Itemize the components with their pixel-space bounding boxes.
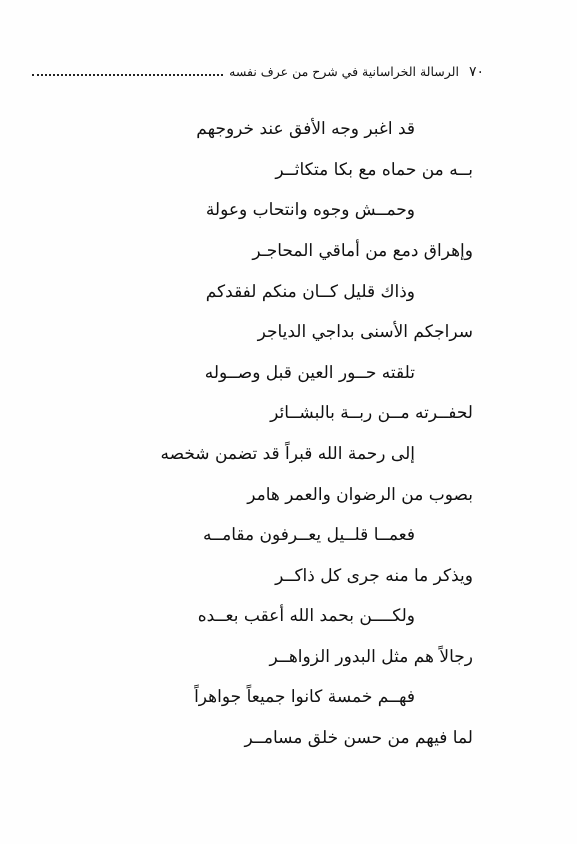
verse-line: وإهراق دمع من أماقي المحاجـر [252, 241, 473, 261]
running-header [32, 62, 484, 82]
verse-line: بــه من حماه مع بكا متكاثــر [275, 160, 473, 180]
verse-line: إلى رحمة الله قبراً قد تضمن شخصه [160, 444, 415, 464]
verse-line: سراجكم الأسنى بداجي الدياجر [257, 322, 473, 342]
page-number: ٧٠ [468, 64, 484, 80]
verse-line: لما فيهم من حسن خلق مسامــر [244, 728, 473, 748]
verse-line: قد اغبر وجه الأفق عند خروجهم [196, 119, 415, 139]
verse-line: فهــم خمسة كانوا جميعاً جواهراً [194, 687, 415, 707]
verse-line: فعمــا قلــيل يعــرفون مقامــه [203, 525, 415, 545]
verse-line: رجالاً هم مثل البدور الزواهــر [269, 647, 473, 667]
verse-line: وذاك قليل كــان منكم لفقدكم [205, 282, 415, 302]
verse-line: وحمــش وجوه وانتحاب وعولة [205, 200, 415, 220]
verse-line: ولكــــن بحمد الله أعقب بعــده [197, 606, 415, 626]
verse-line: ويذكر ما منه جرى كل ذاكــر [275, 566, 473, 586]
dot-leader [32, 74, 223, 76]
verse-line: بصوب من الرضوان والعمر هامر [247, 485, 473, 505]
running-header-title: الرسالة الخراسانية في شرح من عرف نفسه [229, 64, 459, 79]
verse-line: لحفــرته مــن ربــة بالبشــائر [270, 403, 473, 423]
verse-line: تلقته حــور العين قبل وصــوله [204, 363, 415, 383]
